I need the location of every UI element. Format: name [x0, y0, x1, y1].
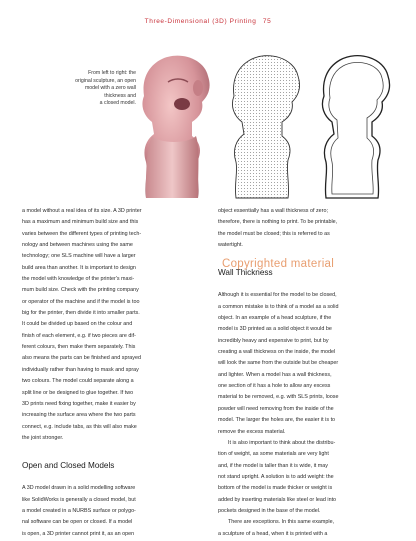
body-line: build area than another. It is important to design [22, 264, 136, 271]
body-line: object. In an example of a head sculpture, if the [218, 315, 332, 322]
body-line: tion of weight, as some materials are very light [218, 451, 329, 458]
sculpture-illustration [138, 52, 408, 202]
body-line: watertight. [218, 242, 243, 249]
body-line: therefore, there is nothing to print. To be printable, [218, 219, 338, 226]
body-line: technology; one SLS machine will have a larger [22, 253, 136, 260]
open-model-zero-wall [232, 56, 299, 198]
body-line: 3D prints need fixing together, make it easier by [22, 400, 136, 407]
body-line: Although it is essential for the model to be closed, [218, 292, 337, 299]
body-line: It could be divided up based on the colour and [22, 321, 133, 328]
body-line: It is also important to think about the distribu- [228, 439, 336, 446]
figure-caption [18, 70, 136, 108]
body-line: a common mistake is to think of a model as a solid [218, 303, 339, 310]
body-line: the joint stronger. [22, 434, 64, 441]
body-line: nology and between machines using the same [22, 242, 133, 249]
section-heading-open-closed: Open and Closed Models [22, 461, 115, 471]
sculpture-figure [138, 52, 408, 202]
body-line: incredibly heavy and expensive to print, but by [218, 337, 329, 344]
running-header [0, 18, 416, 25]
body-line: model is 3D printed as a solid object it would be [218, 326, 332, 333]
body-line: split line or be designed to glue together. If two [22, 389, 134, 396]
caption-line: From left to right: the [88, 70, 136, 76]
body-line: model. The larger the holes are, the easier it is to [218, 417, 336, 424]
body-line: mum build size. Check with the printing company [22, 287, 139, 294]
body-line: a model without a real idea of its size. A 3D printer [22, 208, 142, 214]
body-line: and, if the model is taller than it is wide, it may [218, 462, 328, 469]
body-line: and lighter. When a model has a wall thickness, [218, 371, 332, 378]
body-line: the model must be closed; this is referred to as [218, 230, 330, 237]
body-line: big for the printer, then divide it into smaller parts. [22, 310, 140, 317]
body-line: nal software can be open or closed. If a model [22, 519, 133, 526]
body-line: material to be removed, e.g. with SLS prints, loose [218, 394, 339, 401]
running-title: Three-Dimensional (3D) Printing [144, 18, 257, 25]
original-sculpture [142, 56, 209, 198]
body-line: connect, e.g. include tabs, as this will also make [22, 423, 137, 430]
body-line: is open, a 3D printer cannot print it, as an open [22, 530, 135, 537]
body-line: not stand upright. A solution is to add weight: the [218, 473, 334, 480]
caption-line: model with a zero wall [84, 85, 136, 92]
page-number: 75 [262, 18, 272, 25]
body-line: also means the parts can be finished and sprayed [22, 355, 141, 362]
copyright-watermark: Copyrighted material [222, 258, 335, 270]
body-line: A 3D model drawn in a solid modelling software [22, 485, 136, 492]
left-column [22, 206, 206, 540]
body-line: creating a wall thickness on the inside, the model [218, 349, 336, 356]
body-line: remove the excess material. [218, 428, 286, 435]
body-line: There are exceptions. In this same example, [228, 519, 335, 526]
body-line: increasing the surface area where the two parts [22, 412, 136, 419]
body-line: a sculpture of a head, when it is printed with a [218, 530, 328, 537]
caption-line: thickness and [104, 92, 136, 99]
body-line: varies between the different types of printing tech- [22, 230, 142, 237]
body-line: pockets designed in the base of the model. [218, 507, 321, 514]
body-line: ferent colours, then make them separately. This [22, 344, 136, 351]
body-line: two colours. The model could separate along a [22, 378, 134, 385]
section-heading-wall-thickness: Wall Thickness [218, 268, 273, 278]
closed-model [322, 56, 389, 198]
body-line: the model with knowledge of the printer's maxi- [22, 276, 135, 283]
caption-line: a closed model. [99, 100, 136, 107]
body-line: finish of each element, e.g. if two pieces are dif- [22, 332, 136, 339]
body-line: object essentially has a wall thickness of zero; [218, 208, 328, 214]
body-line: powder will need removing from the inside of the [218, 405, 334, 412]
body-line: like SolidWorks is generally a closed model, but [22, 496, 136, 503]
caption-line: original sculpture, an open [75, 77, 136, 84]
body-line: bottom of the model is made thicker or weight is [218, 485, 333, 492]
body-line: or operator of the machine and if the model is too [22, 298, 140, 305]
body-line: a model created in a NURBS surface or polygo- [22, 507, 136, 514]
right-column [218, 206, 402, 540]
body-line: one section of it has a hole to allow any excess [218, 383, 331, 390]
body-line: individually rather than having to mask and spray [22, 366, 139, 373]
body-line: added by inserting materials like steel or lead into [218, 496, 337, 503]
body-line: has a maximum and minimum build size and this [22, 219, 139, 226]
body-line: will look the same from the outside but be cheaper [218, 360, 339, 367]
